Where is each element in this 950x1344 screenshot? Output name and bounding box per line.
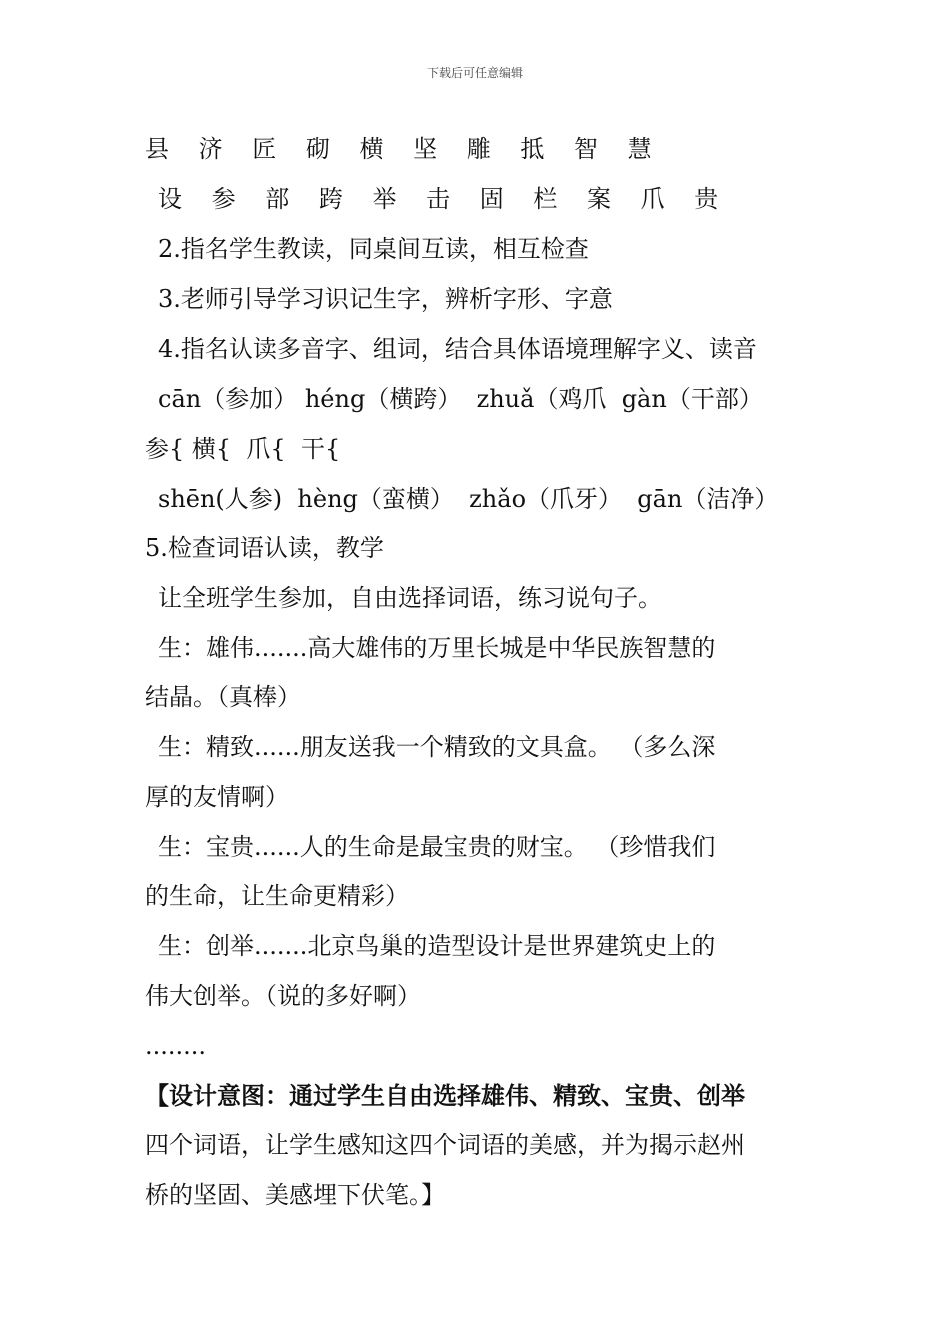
design-intent-line: 【设计意图：通过学生自由选择雄伟、精致、宝贵、创举 (145, 1081, 745, 1110)
text-line: 2.指名学生教读，同桌间互读，相互检查 (158, 235, 589, 263)
text-line: 生：精致......朋友送我一个精致的文具盒。 （多么深 (158, 733, 716, 761)
ellipsis-line: ........ (145, 1032, 207, 1060)
text-line: 伟大创举。（说的多好啊） (145, 982, 421, 1010)
text-line: 生：宝贵......人的生命是最宝贵的财宝。 （珍惜我们 (158, 833, 716, 861)
text-line: 县 济 匠 砌 横 坚 雕 抵 智 慧 (145, 135, 663, 163)
pinyin-line: cān（参加） héng（横跨） zhuǎ（鸡爪 gàn（干部） (158, 385, 763, 413)
page-header: 下载后可任意编辑 (426, 66, 523, 80)
design-intent-line: 桥的坚固、美感埋下伏笔。】 (145, 1181, 445, 1209)
text-line: 4.指名认读多音字、组词，结合具体语境理解字义、读音 (158, 335, 757, 363)
text-line: 结晶。（真棒） (145, 683, 301, 711)
text-line: 厚的友情啊） (145, 783, 289, 811)
text-line: 设 参 部 跨 举 击 固 栏 案 爪 贵 (158, 185, 730, 213)
design-intent-line: 四个词语，让学生感知这四个词语的美感，并为揭示赵州 (145, 1131, 745, 1159)
text-line: 让全班学生参加，自由选择词语，练习说句子。 (158, 584, 662, 612)
text-line: 5.检查词语认读，教学 (145, 534, 384, 562)
text-line: 生：雄伟.......高大雄伟的万里长城是中华民族智慧的 (158, 634, 716, 662)
text-line: 的生命，让生命更精彩） (145, 882, 409, 910)
pinyin-line: shēn(人参) hèng（蛮横） zhǎo（爪牙） gān（洁净） (158, 485, 779, 513)
polyphone-brace-line: 参{ 横{ 爪{ 干{ (145, 435, 341, 463)
text-line: 3.老师引导学习识记生字，辨析字形、字意 (158, 285, 613, 313)
text-line: 生：创举.......北京鸟巢的造型设计是世界建筑史上的 (158, 932, 716, 960)
